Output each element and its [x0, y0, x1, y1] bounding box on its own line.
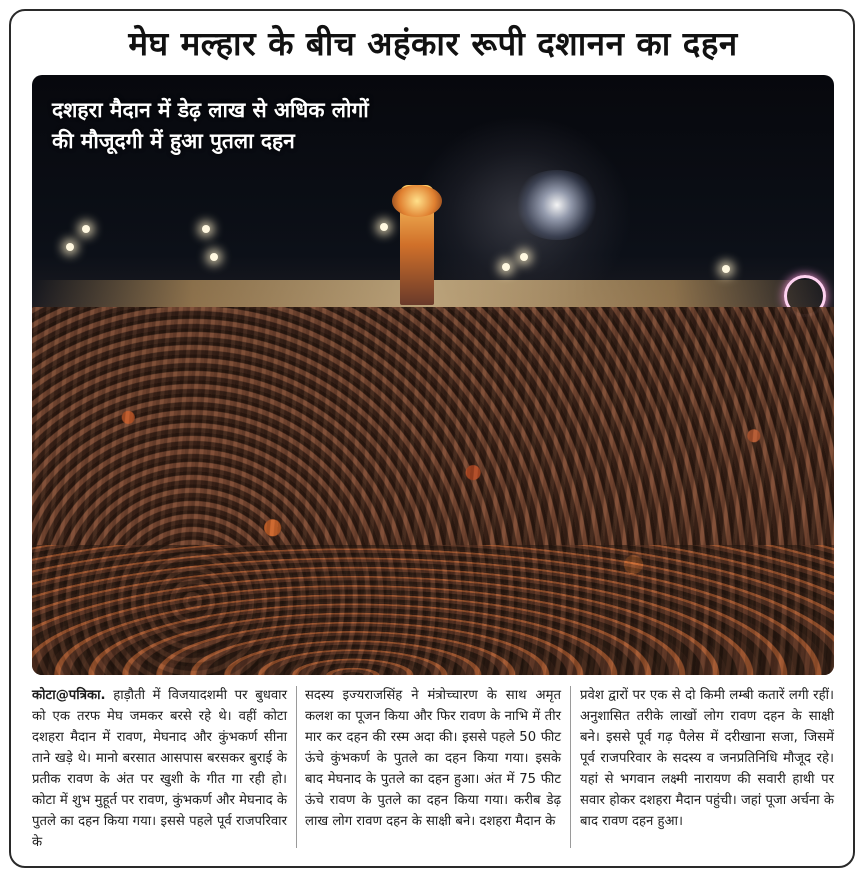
photo-caption: दशहरा मैदान में डेढ़ लाख से अधिक लोगों की मौजूदगी में हुआ पुतला दहन [52, 98, 369, 153]
body-column-1 [32, 685, 287, 853]
crowd-foreground [32, 545, 834, 675]
news-photo [32, 75, 834, 675]
body-text: प्रवेश द्वारों पर एक से दो किमी लम्बी कतारें लगी रहीं। अनुशासित तरीके लाखों लोग रावण दहन के साक्षी बने। इससे पूर्व गढ़ पैलेस में दरीखाना सजा, जिसमें पूर्व राजपरिवार के सदस्य व जनप्रतिनिधि मौजूद रहे। यहां से भगवान लक्ष्मी नारायण की सवारी हाथी पर सवार होकर दशहरा मैदान पहुंची। जहां पूजा अर्चना के बाद रावण दहन हुआ। [580, 688, 834, 829]
body-text: सदस्य इज्यराजसिंह ने मंत्रोच्चारण के साथ अमृत कलश का पूजन किया और फिर रावण के नाभि में तीर मार कर दहन की रस्म अदा की। इससे पहले 50 फीट ऊंचे कुंभकर्ण के पुतले का दहन किया गया। इसके बाद मेघनाद के पुतले का दहन हुआ। अंत में 75 फीट ऊंचे रावण के पुतले का दहन किया गया। करीब डेढ़ लाख लोग रावण दहन के साक्षी बने। दशहरा मैदान के [305, 688, 561, 829]
body-text: हाड़ौती में विजयादशमी पर बुधवार को एक तरफ मेघ जमकर बरसे रहे थे। वहीं कोटा दशहरा मैदान में रावण, मेघनाद और कुंभकर्ण सीना ताने खड़े थे। मानो बरसात आसपास बरसकर बुराई के प्रतीक रावण के अंत पर खुशी के गीत गा रही हो। कोटा में शुभ मुहूर्त पर रावण, कुंभकर्ण और मेघनाद के पुतले का दहन किया गया। इससे पहले पूर्व राजपरिवार के [32, 688, 287, 850]
column-divider [296, 686, 297, 848]
body-column-2 [305, 685, 561, 832]
floodlight [66, 243, 74, 251]
floodlight [210, 253, 218, 261]
ravana-effigy-head [392, 185, 442, 217]
column-divider [570, 686, 571, 848]
floodlight [520, 253, 528, 261]
floodlight [202, 225, 210, 233]
floodlight [722, 265, 730, 273]
body-column-3 [580, 685, 834, 832]
floodlight [380, 223, 388, 231]
dateline: कोटा@पत्रिका. [32, 688, 106, 703]
article-body [32, 685, 834, 855]
floodlight [502, 263, 510, 271]
headline: मेघ मल्हार के बीच अहंकार रूपी दशानन का दहन [128, 24, 738, 63]
floodlight [82, 225, 90, 233]
firework-burst [512, 170, 602, 240]
